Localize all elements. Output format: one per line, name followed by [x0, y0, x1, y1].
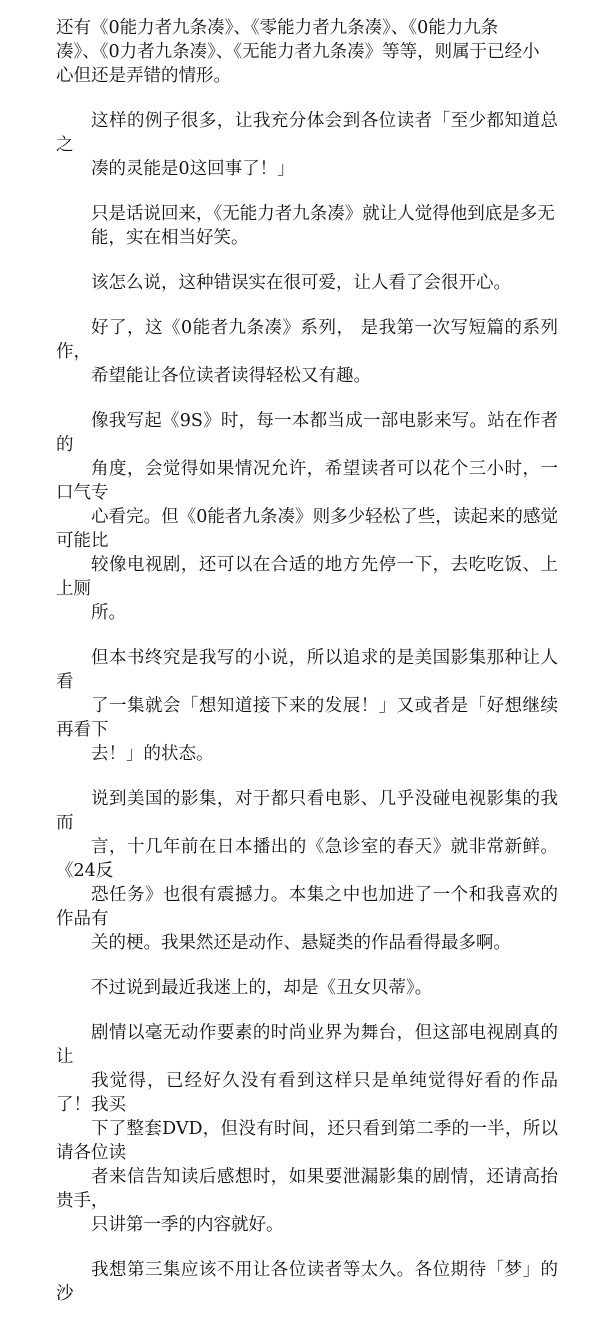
text-line: 去！」的状态。 — [91, 744, 214, 764]
text-line: 了一集就会「想知道接下来的发展！」又或者是「好想继续再看下 — [56, 696, 558, 740]
text-line: 角度，会觉得如果情况允许，希望读者可以花个三小时，一口气专 — [56, 459, 558, 503]
paragraph-6 — [56, 409, 558, 625]
paragraph-8 — [56, 787, 558, 955]
document-page — [56, 16, 558, 1327]
text-line: 者来信告知读后感想时，如果要泄漏影集的剧情，还请高抬贵手， — [56, 1167, 558, 1211]
text-line: 我觉得，已经好久没有看到这样只是单纯觉得好看的作品了！我买 — [56, 1071, 558, 1115]
paragraph-9 — [56, 976, 558, 1000]
text-line: 但本书终究是我写的小说，所以追求的是美国影集那种让人看 — [56, 648, 558, 692]
paragraph-3 — [56, 202, 558, 250]
paragraph-2 — [56, 109, 558, 181]
text-line: 关的梗。我果然还是动作、悬疑类的作品看得最多啊。 — [91, 933, 511, 953]
text-line: 该怎么说，这种错误实在很可爱，让人看了会很开心。 — [91, 273, 511, 293]
text-line: 说到美国的影集，对于都只看电影、几乎没碰电视影集的我而 — [56, 789, 558, 833]
text-line: 凑》、《0力者九条凑》、《无能力者九条凑》等等，则属于已经小 — [56, 42, 540, 62]
text-line: 不过说到最近我迷上的，却是《丑女贝蒂》。 — [91, 978, 433, 998]
paragraph-10 — [56, 1021, 558, 1237]
text-line: 能，实在相当好笑。 — [91, 228, 249, 248]
text-line: 剧情以毫无动作要素的时尚业界为舞台，但这部电视剧真的让 — [56, 1023, 558, 1067]
paragraph-5 — [56, 316, 558, 388]
text-line: 较像电视剧，还可以在合适的地方先停一下，去吃吃饭、上上厕 — [56, 555, 558, 599]
text-line: 所。 — [91, 603, 126, 623]
text-line: 还有《0能力者九条凑》、《零能力者九条凑》、《0能力九条 — [56, 18, 499, 38]
text-line: 凑的灵能是0这回事了！」 — [91, 159, 295, 179]
paragraph-4 — [56, 271, 558, 295]
paragraph-1 — [56, 16, 558, 88]
text-line: 这样的例子很多，让我充分体会到各位读者「至少都知道总之 — [56, 111, 558, 155]
text-line: 心但还是弄错的情形。 — [56, 66, 231, 86]
text-line: 希望能让各位读者读得轻松又有趣。 — [91, 366, 371, 386]
text-line: 只讲第一季的内容就好。 — [91, 1215, 284, 1235]
text-line: 言，十几年前在日本播出的《急诊室的春天》就非常新鲜。《24反 — [56, 837, 558, 881]
text-line: 好了，这《0能者九条凑》系列， 是我第一次写短篇的系列作， — [56, 318, 558, 362]
text-line: 只是话说回来，《无能力者九条凑》就让人觉得他到底是多无 — [91, 204, 555, 224]
text-line: 心看完。但《0能者九条凑》则多少轻松了些，读起来的感觉可能比 — [56, 507, 558, 551]
text-line: 我想第三集应该不用让各位读者等太久。各位期待「梦」的沙 — [56, 1260, 558, 1304]
paragraph-7 — [56, 646, 558, 766]
paragraph-11 — [56, 1258, 558, 1306]
text-line: 下了整套DVD，但没有时间，还只看到第二季的一半，所以请各位读 — [56, 1119, 558, 1163]
text-line: 恐任务》也很有震撼力。本集之中也加进了一个和我喜欢的作品有 — [56, 885, 558, 929]
text-line: 像我写起《9S》时，每一本都当成一部电影来写。站在作者的 — [56, 411, 558, 455]
